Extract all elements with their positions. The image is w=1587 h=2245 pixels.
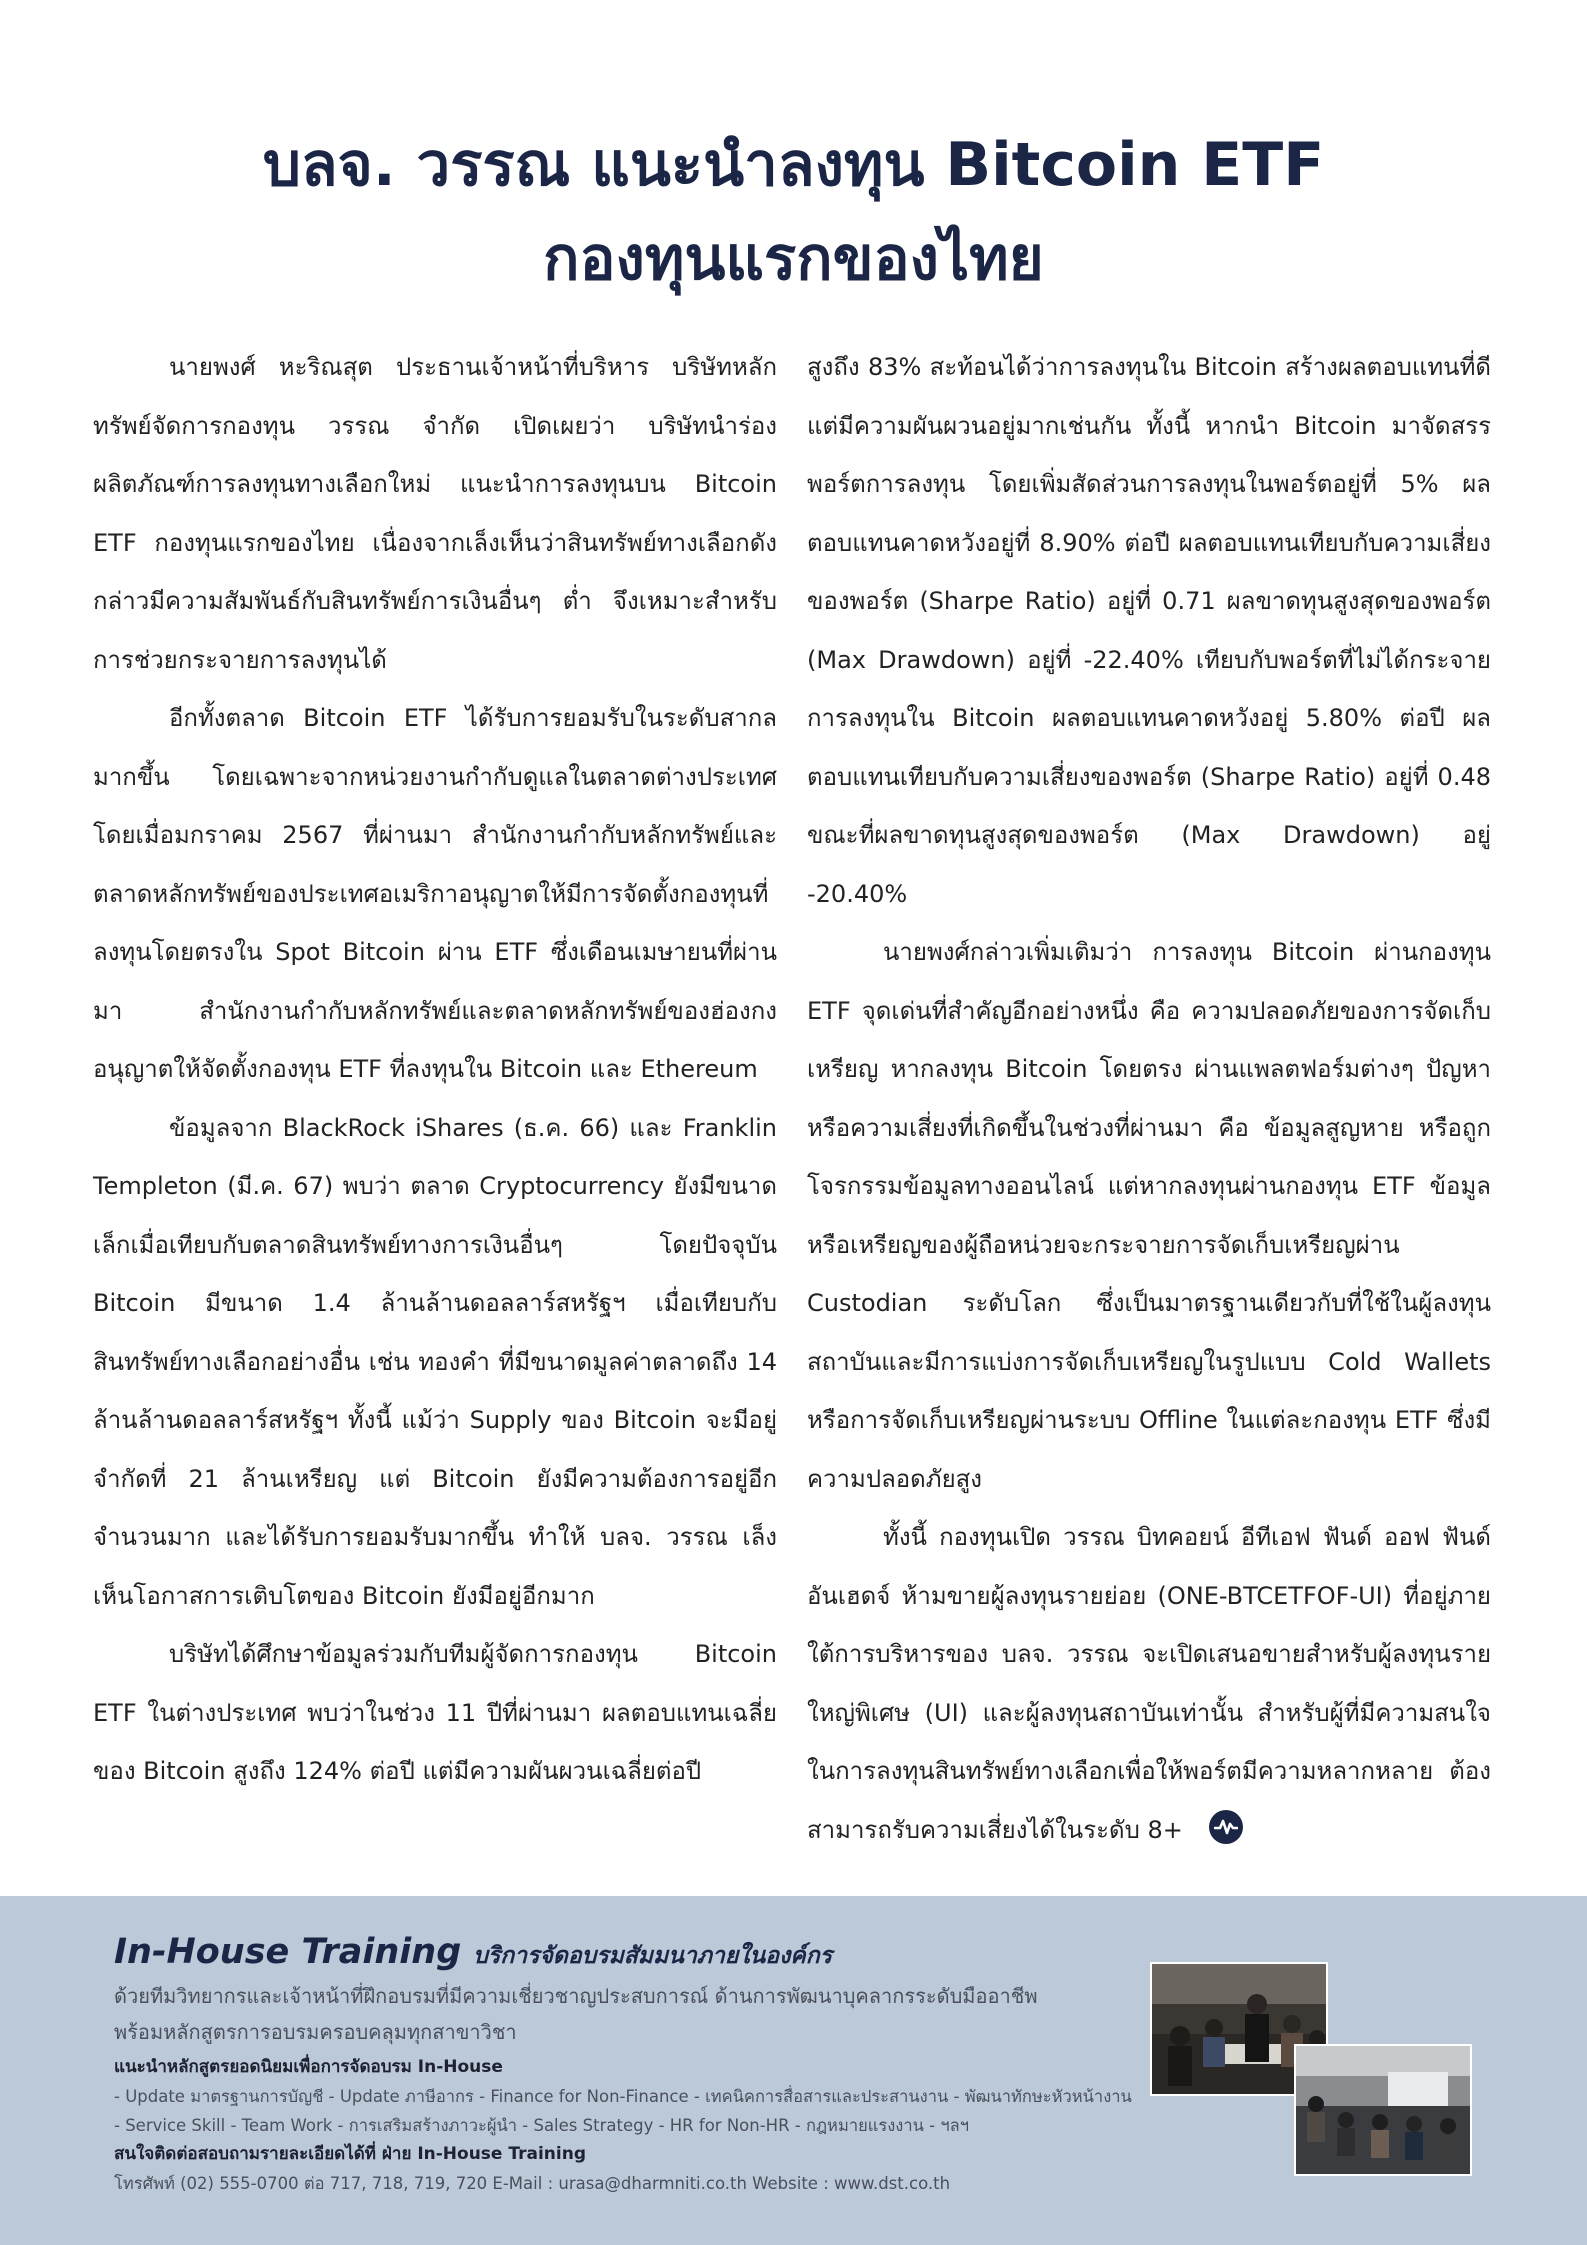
paragraph: นายพงศ์กล่าวเพิ่มเติมว่า การลงทุน Bitcoin ผ่านกองทุน ETF จุดเด่นที่สำคัญอีกอย่างหนึ่ง คือ ความปลอดภัยของการจัดเก็บเหรียญ หากลงทุน Bitcoin โดยตรง ผ่านแพลตฟอร์มต่างๆ ปัญหาหรือความเสี่ยงที่เกิดขึ้นในช่วงที่ผ่านมา คือ ข้อมูลสูญหาย หรือถูกโจรกรรมข้อมูลทางออนไลน์ แต่หากลงทุนผ่านกองทุน ETF ข้อมูลหรือเหรียญของผู้ถือหน่วยจะกระจายการจัดเก็บเหรียญผ่าน Custodian ระดับโลก ซึ่งเป็นมาตรฐานเดียวกับที่ใช้ในผู้ลงทุนสถาบันและมีการแบ่งการจัดเก็บเหรียญในรูปแบบ Cold Wallets หรือการจัดเก็บเหรียญผ่านระบบ Offline ในแต่ละกองทุน ETF ซึ่งมีความปลอดภัยสูง: [807, 938, 1491, 1493]
article-title-line-1: บลจ. วรรณ แนะนำลงทุน Bitcoin ETF: [262, 130, 1325, 200]
paragraph-text: ทั้งนี้ กองทุนเปิด วรรณ บิทคอยน์ อีทีเอฟ ฟันด์ ออฟ ฟันด์ อันเฮดจ์ ห้ามขายผู้ลงทุนรายย่อย (ONE-BTCETFOF-UI) ที่อยู่ภายใต้การบริหารของ บลจ. วรรณ จะเปิดเสนอขายสำหรับผู้ลงทุนรายใหญ่พิเศษ (UI) และผู้ลงทุนสถาบันเท่านั้น สำหรับผู้ที่มีความสนใจในการลงทุนสินทรัพย์ทางเลือกเพื่อให้พอร์ตมีความหลากหลาย ต้องสามารถรับความเสี่ยงได้ในระดับ 8+: [807, 1523, 1491, 1844]
ad-description-line: พร้อมหลักสูตรการอบรมครอบคลุมทุกสาขาวิชา: [114, 2020, 517, 2044]
ad-description-line: ด้วยทีมวิทยากรและเจ้าหน้าที่ฝึกอบรมที่มีความเชี่ยวชาญประสบการณ์ ด้านการพัฒนาบุคลากรระดับมืออาชีพ: [114, 1984, 1038, 2008]
paragraph: ข้อมูลจาก BlackRock iShares (ธ.ค. 66) และ Franklin Templeton (มี.ค. 67) พบว่า ตลาด Cryptocurrency ยังมีขนาดเล็กเมื่อเทียบกับตลาดสินทรัพย์ทางการเงินอื่นๆ โดยปัจจุบัน Bitcoin มีขนาด 1.4 ล้านล้านดอลลาร์สหรัฐฯ เมื่อเทียบกับสินทรัพย์ทางเลือกอย่างอื่น เช่น ทองคำ ที่มีขนาดมูลค่าตลาดถึง 14 ล้านล้านดอลลาร์สหรัฐฯ ทั้งนี้ แม้ว่า Supply ของ Bitcoin จะมีอยู่จำกัดที่ 21 ล้านเหรียญ แต่ Bitcoin ยังมีความต้องการอยู่อีกจำนวนมาก และได้รับการยอมรับมากขึ้น ทำให้ บลจ. วรรณ เล็งเห็นโอกาสการเติบโตของ Bitcoin ยังมีอยู่อีกมาก: [93, 1113, 777, 1610]
paragraph: [807, 1508, 1491, 1859]
courses-line: - Service Skill - Team Work - การเสริมสร้างภาวะผู้นำ - Sales Strategy - HR for Non-HR - กฎหมายแรงงาน - ฯลฯ: [114, 2116, 969, 2135]
ad-text: [114, 1932, 1134, 2199]
paragraph: บริษัทได้ศึกษาข้อมูลร่วมกับทีมผู้จัดการกองทุน Bitcoin ETF ในต่างประเทศ พบว่าในช่วง 11 ปีที่ผ่านมา ผลตอบแทนเฉลี่ยของ Bitcoin สูงถึง 124% ต่อปี แต่มีความผันผวนเฉลี่ยต่อปี: [93, 1640, 777, 1785]
publication-end-mark-icon: [1209, 1810, 1243, 1844]
article-body: [93, 338, 1491, 1859]
article-title: [120, 118, 1467, 306]
contact-heading: สนใจติดต่อสอบถามรายละเอียดได้ที่ ฝ่าย In-House Training: [114, 2144, 586, 2164]
contact-info: โทรศัพท์ (02) 555-0700 ต่อ 717, 718, 719, 720 E-Mail : urasa@dharmniti.co.th Website : www.dst.co.th: [114, 2174, 951, 2193]
paragraph: นายพงศ์ หะริณสุต ประธานเจ้าหน้าที่บริหาร บริษัทหลักทรัพย์จัดการกองทุน วรรณ จำกัด เปิดเผยว่า บริษัทนำร่องผลิตภัณฑ์การลงทุนทางเลือกใหม่ แนะนำการลงทุนบน Bitcoin ETF กองทุนแรกของไทย เนื่องจากเล็งเห็นว่าสินทรัพย์ทางเลือกดังกล่าวมีความสัมพันธ์กับสินทรัพย์การเงินอื่นๆ ต่ำ จึงเหมาะสำหรับการช่วยกระจายการลงทุนได้: [93, 353, 777, 674]
left-column: [93, 338, 777, 1859]
ad-heading: [114, 1932, 1134, 1974]
paragraph: อีกทั้งตลาด Bitcoin ETF ได้รับการยอมรับในระดับสากลมากขึ้น โดยเฉพาะจากหน่วยงานกำกับดูแลในตลาดต่างประเทศ โดยเมื่อมกราคม 2567 ที่ผ่านมา สำนักงานกำกับหลักทรัพย์และตลาดหลักทรัพย์ของประเทศอเมริกาอนุญาตให้มีการจัดตั้งกองทุนที่ลงทุนโดยตรงใน Spot Bitcoin ผ่าน ETF ซึ่งเดือนเมษายนที่ผ่านมา สำนักงานกำกับหลักทรัพย์และตลาดหลักทรัพย์ของฮ่องกงอนุญาตให้จัดตั้งกองทุน ETF ที่ลงทุนใน Bitcoin และ Ethereum: [93, 704, 777, 1083]
courses-line: - Update มาตรฐานการบัญชี - Update ภาษีอากร - Finance for Non-Finance - เทคนิคการสื่อสารและประสานงาน - พัฒนาทักษะหัวหน้างาน: [114, 2087, 1132, 2106]
seminar-room-photo: [1294, 2044, 1472, 2176]
ad-description: [114, 1978, 1134, 2050]
ad-title: In-House Training: [114, 1932, 462, 1972]
courses-heading: แนะนำหลักสูตรยอดนิยมเพื่อการจัดอบรม In-House: [114, 2057, 503, 2077]
right-column: [807, 338, 1491, 1859]
ad-subtitle: บริการจัดอบรมสัมมนาภายในองค์กร: [473, 1943, 832, 1969]
paragraph-continued: สูงถึง 83% สะท้อนได้ว่าการลงทุนใน Bitcoin สร้างผลตอบแทนที่ดี แต่มีความผันผวนอยู่มากเช่นกัน ทั้งนี้ หากนำ Bitcoin มาจัดสรรพอร์ตการลงทุน โดยเพิ่มสัดส่วนการลงทุนในพอร์ตอยู่ที่ 5% ผลตอบแทนคาดหวังอยู่ที่ 8.90% ต่อปี ผลตอบแทนเทียบกับความเสี่ยงของพอร์ต (Sharpe Ratio) อยู่ที่ 0.71 ผลขาดทุนสูงสุดของพอร์ต (Max Drawdown) อยู่ที่ -22.40% เทียบกับพอร์ตที่ไม่ได้กระจายการลงทุนใน Bitcoin ผลตอบแทนคาดหวังอยู่ 5.80% ต่อปี ผลตอบแทนเทียบกับความเสี่ยงของพอร์ต (Sharpe Ratio) อยู่ที่ 0.48 ขณะที่ผลขาดทุนสูงสุดของพอร์ต (Max Drawdown) อยู่ -20.40%: [807, 353, 1491, 908]
article-title-line-2: กองทุนแรกของไทย: [543, 224, 1044, 294]
